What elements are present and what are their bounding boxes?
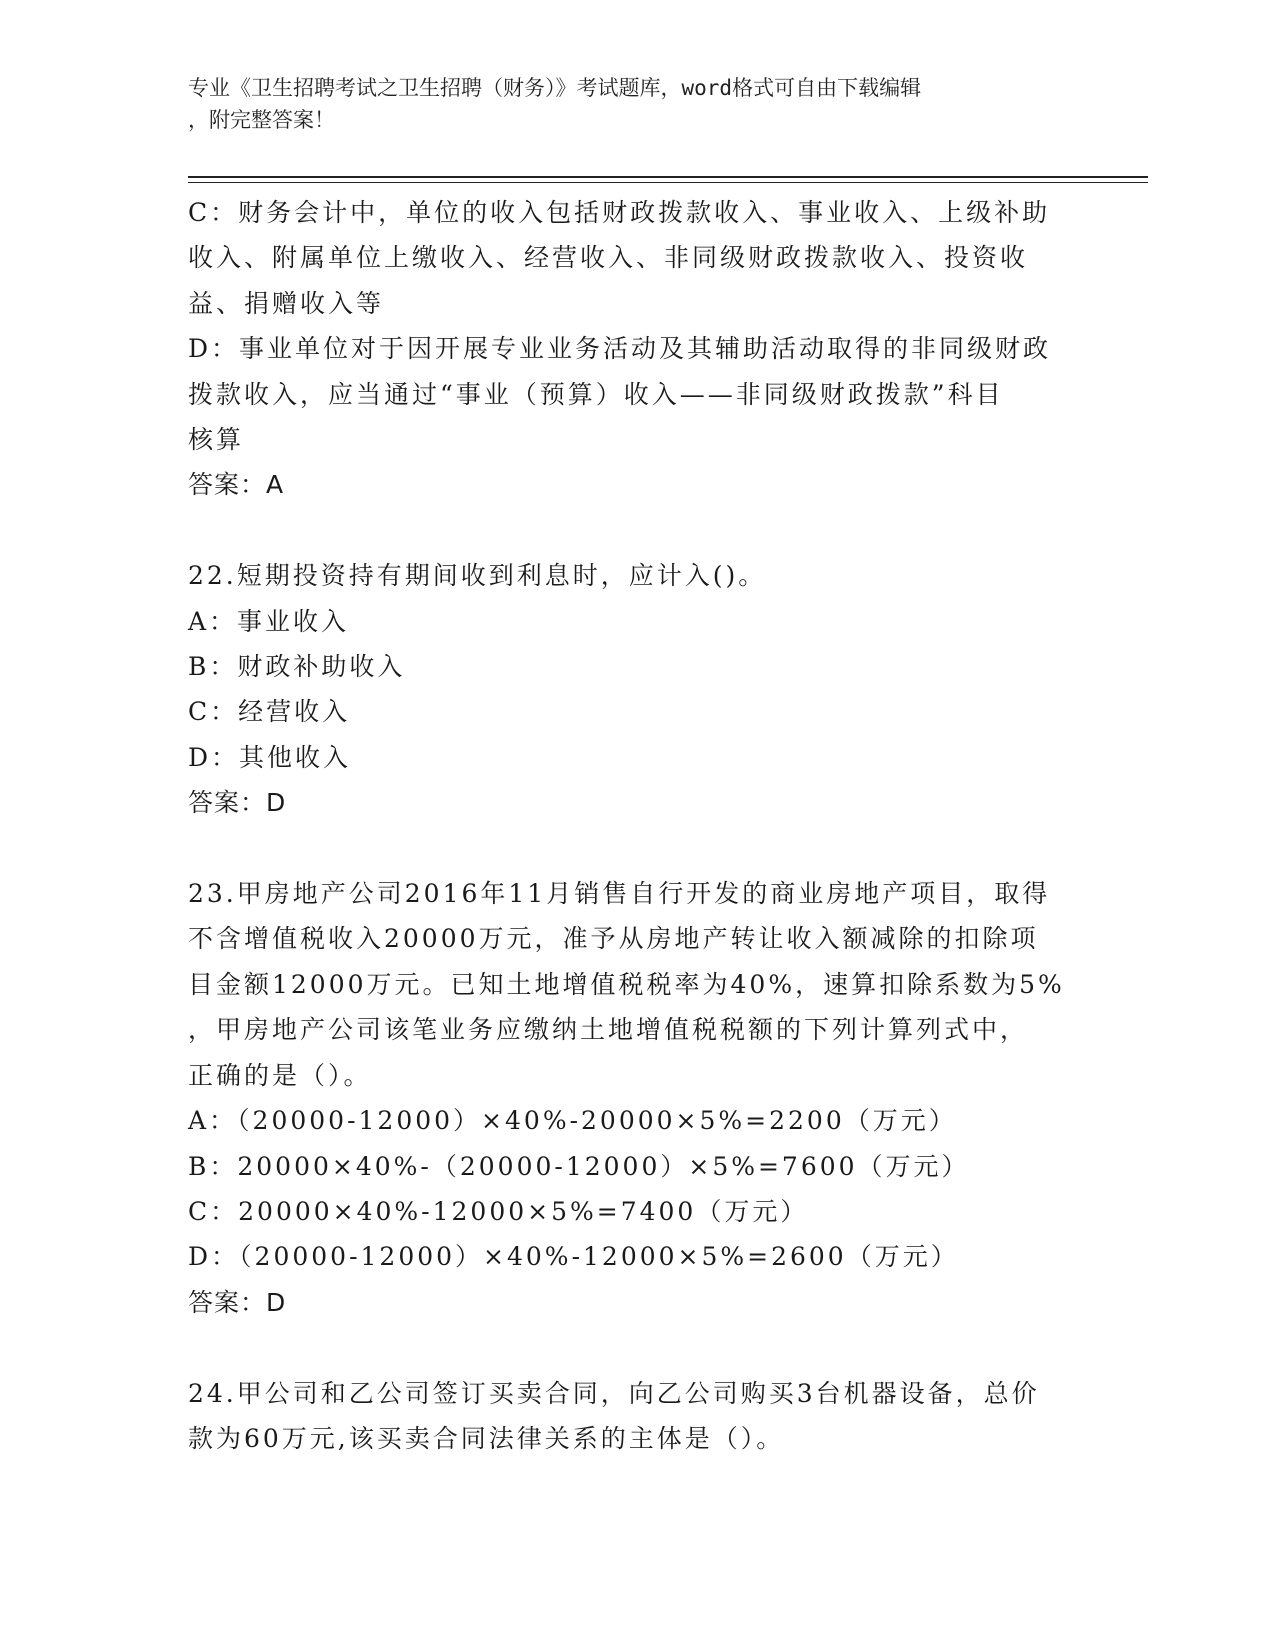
question-stem: 22.短期投资持有期间收到利息时，应计入()。 bbox=[188, 561, 767, 591]
question-24 bbox=[188, 1371, 1068, 1462]
question-stem: ，甲房地产公司该笔业务应缴纳土地增值税税额的下列计算列式中， bbox=[188, 1015, 1029, 1045]
question-stem: 款为60万元,该买卖合同法律关系的主体是（）。 bbox=[188, 1423, 785, 1453]
spacer bbox=[188, 826, 1068, 871]
answer: 答案：D bbox=[188, 1287, 287, 1317]
option-d-line: 拨款收入，应当通过“事业（预算）收入——非同级财政拨款”科目 bbox=[188, 379, 1004, 409]
question-content bbox=[188, 190, 1068, 1461]
header-divider-thin bbox=[188, 182, 1148, 183]
spacer bbox=[188, 1325, 1068, 1370]
option-d: D：（20000-12000）×40%-12000×5%=2600（万元） bbox=[188, 1242, 959, 1272]
question-stem: 目金额12000万元。已知土地增值税税率为40%，速算扣除系数为5% bbox=[188, 969, 1065, 999]
option-d-line: 核算 bbox=[188, 425, 245, 455]
question-23 bbox=[188, 871, 1068, 1325]
question-22 bbox=[188, 553, 1068, 825]
answer: 答案：A bbox=[188, 470, 285, 500]
header-line: 专业《卫生招聘考试之卫生招聘（财务）》考试题库，word格式可自由下载编辑 bbox=[188, 76, 922, 100]
option-b: B：财政补助收入 bbox=[188, 652, 406, 682]
option-b: B：20000×40%-（20000-12000）×5%=7600（万元） bbox=[188, 1151, 970, 1181]
option-d-line: D：事业单位对于因开展专业业务活动及其辅助活动取得的非同级财政 bbox=[188, 334, 1052, 364]
answer: 答案：D bbox=[188, 788, 287, 818]
option-a: A：事业收入 bbox=[188, 606, 350, 636]
option-d: D：其他收入 bbox=[188, 742, 352, 772]
question-stem: 正确的是（）。 bbox=[188, 1060, 372, 1090]
spacer bbox=[188, 508, 1068, 553]
question-stem: 不含增值税收入20000万元，准予从房地产转让收入额减除的扣除项 bbox=[188, 924, 1039, 954]
question-stem: 23.甲房地产公司2016年11月销售自行开发的商业房地产项目，取得 bbox=[188, 879, 1051, 909]
option-c-line: 收入、附属单位上缴收入、经营收入、非同级财政拨款收入、投资收 bbox=[188, 243, 1029, 273]
question-21-tail bbox=[188, 190, 1068, 508]
option-c-line: C：财务会计中，单位的收入包括财政拨款收入、事业收入、上级补助 bbox=[188, 198, 1051, 227]
option-c: C：20000×40%-12000×5%=7400（万元） bbox=[188, 1196, 809, 1226]
option-c-line: 益、捐赠收入等 bbox=[188, 288, 385, 318]
page-header bbox=[188, 72, 1068, 136]
option-c: C：经营收入 bbox=[188, 697, 351, 727]
option-a: A：（20000-12000）×40%-20000×5%=2200（万元） bbox=[188, 1106, 957, 1136]
header-divider-thick bbox=[188, 176, 1148, 178]
header-line: ，附完整答案！ bbox=[188, 108, 335, 132]
question-stem: 24.甲公司和乙公司签订买卖合同，向乙公司购买3台机器设备，总价 bbox=[188, 1378, 1040, 1408]
